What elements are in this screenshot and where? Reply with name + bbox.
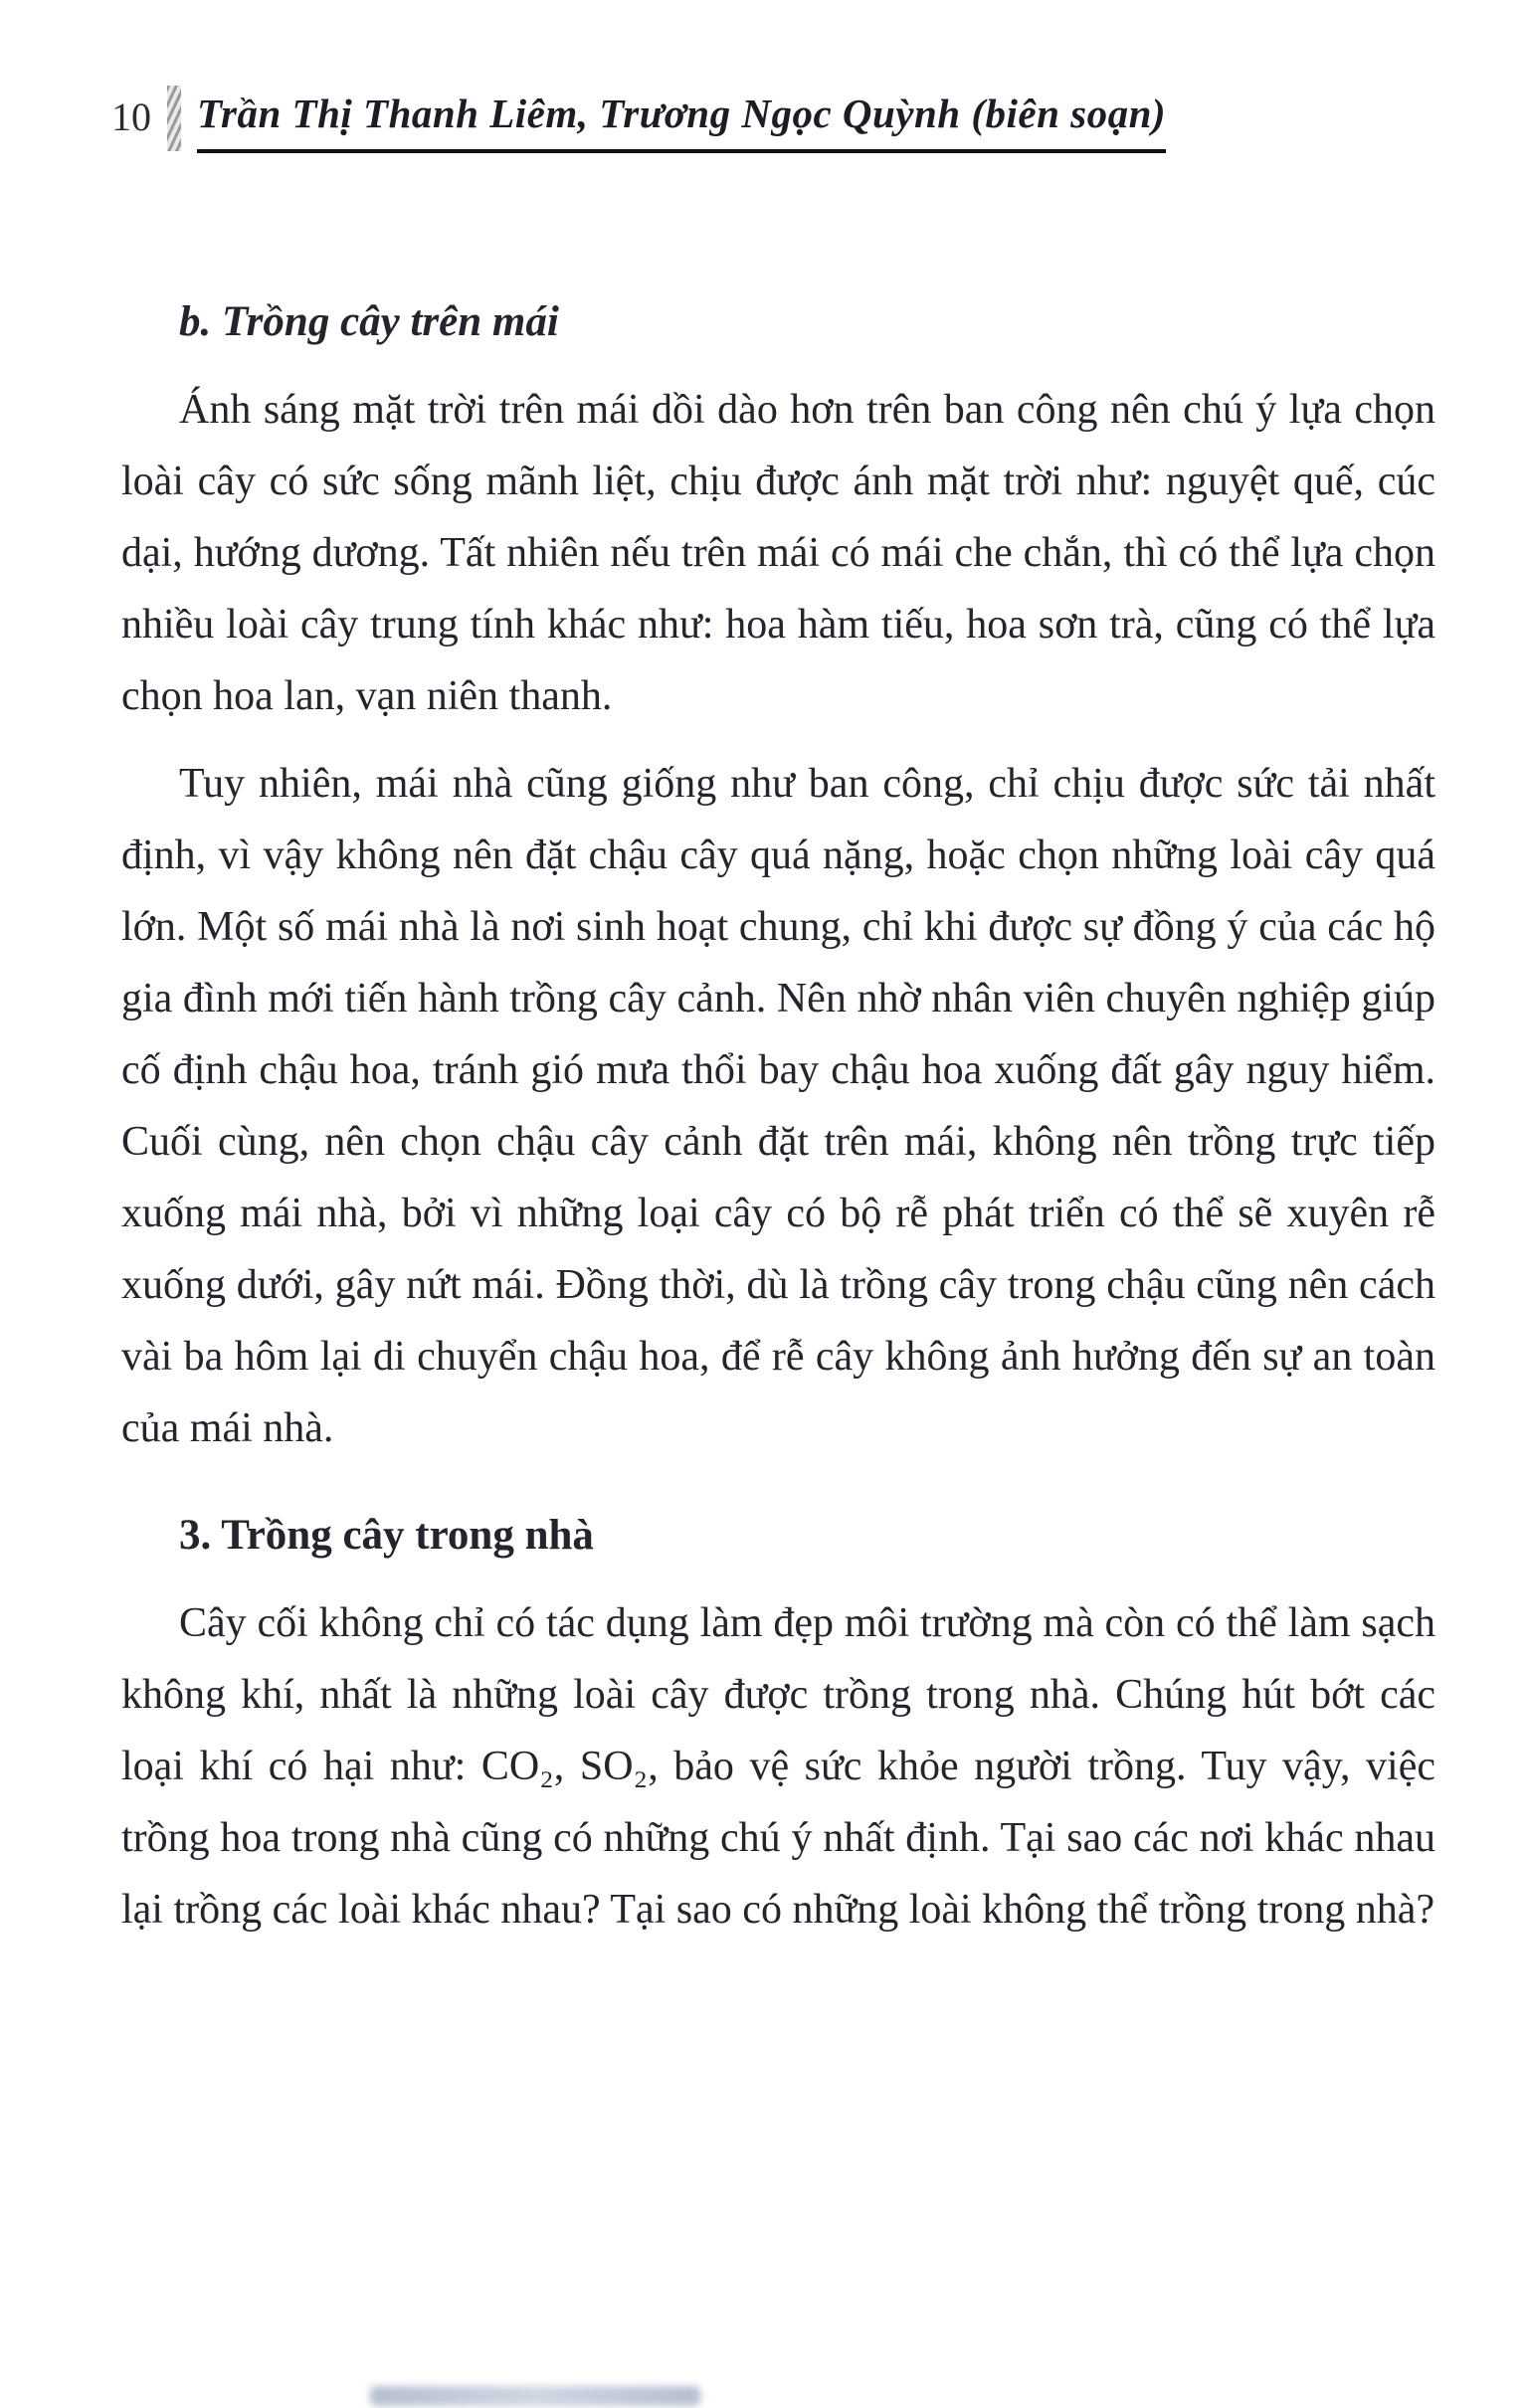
section-heading-indoor-planting: 3. Trồng cây trong nhà — [179, 1512, 594, 1559]
running-header-title: Trần Thị Thanh Liêm, Trương Ngọc Quỳnh (biên soạn) — [197, 90, 1167, 136]
paragraph-indoor-1: Cây cối không chỉ có tác dụng làm đẹp môi trường mà còn có thể làm sạch không khí, nhất là những loài cây được trồng trong nhà. Chúng hút bớt các loại khí có hại như: CO₂, SO₂, bảo vệ sức khỏe người trồng. Tuy vậy, việc trồng hoa trong nhà cũng có những chú ý nhất định. Tại sao các nơi khác nhau lại trồng các loài khác nhau? Tại sao có những loài không thể trồng trong nhà? — [121, 1600, 1435, 1933]
paragraph-roof-2: Tuy nhiên, mái nhà cũng giống như ban công, chỉ chịu được sức tải nhất định, vì vậy không nên đặt chậu cây quá nặng, hoặc chọn những loài cây quá lớn. Một số mái nhà là nơi sinh hoạt chung, chỉ khi được sự đồng ý của các hộ gia đình mới tiến hành trồng cây cảnh. Nên nhờ nhân viên chuyên nghiệp giúp cố định chậu hoa, tránh gió mưa thổi bay chậu hoa xuống đất gây nguy hiểm. Cuối cùng, nên chọn chậu cây cảnh đặt trên mái, không nên trồng trực tiếp xuống mái nhà, bởi vì những loại cây có bộ rễ phát triển có thể sẽ xuyên rễ xuống dưới, gây nứt mái. Đồng thời, dù là trồng cây trong chậu cũng nên cách vài ba hôm lại di chuyển chậu hoa, để rễ cây không ảnh hưởng đến sự an toàn của mái nhà. — [121, 761, 1435, 1451]
scan-artifact — [370, 2386, 700, 2406]
subsection-heading-roof-planting: b. Trồng cây trên mái — [179, 298, 559, 345]
page-header — [111, 86, 1167, 153]
header-title-block — [197, 91, 1166, 153]
header-ornament-bar — [167, 86, 181, 151]
page-number: 10 — [111, 94, 151, 139]
paragraph-roof-1: Ánh sáng mặt trời trên mái dồi dào hơn trên ban công nên chú ý lựa chọn loài cây có sức sống mãnh liệt, chịu được ánh mặt trời như: nguyệt quế, cúc dại, hướng dương. Tất nhiên nếu trên mái có mái che chắn, thì có thể lựa chọn nhiều loài cây trung tính khác như: hoa hàm tiếu, hoa sơn trà, cũng có thể lựa chọn hoa lan, vạn niên thanh. — [121, 387, 1435, 719]
page-body — [121, 251, 1435, 1945]
